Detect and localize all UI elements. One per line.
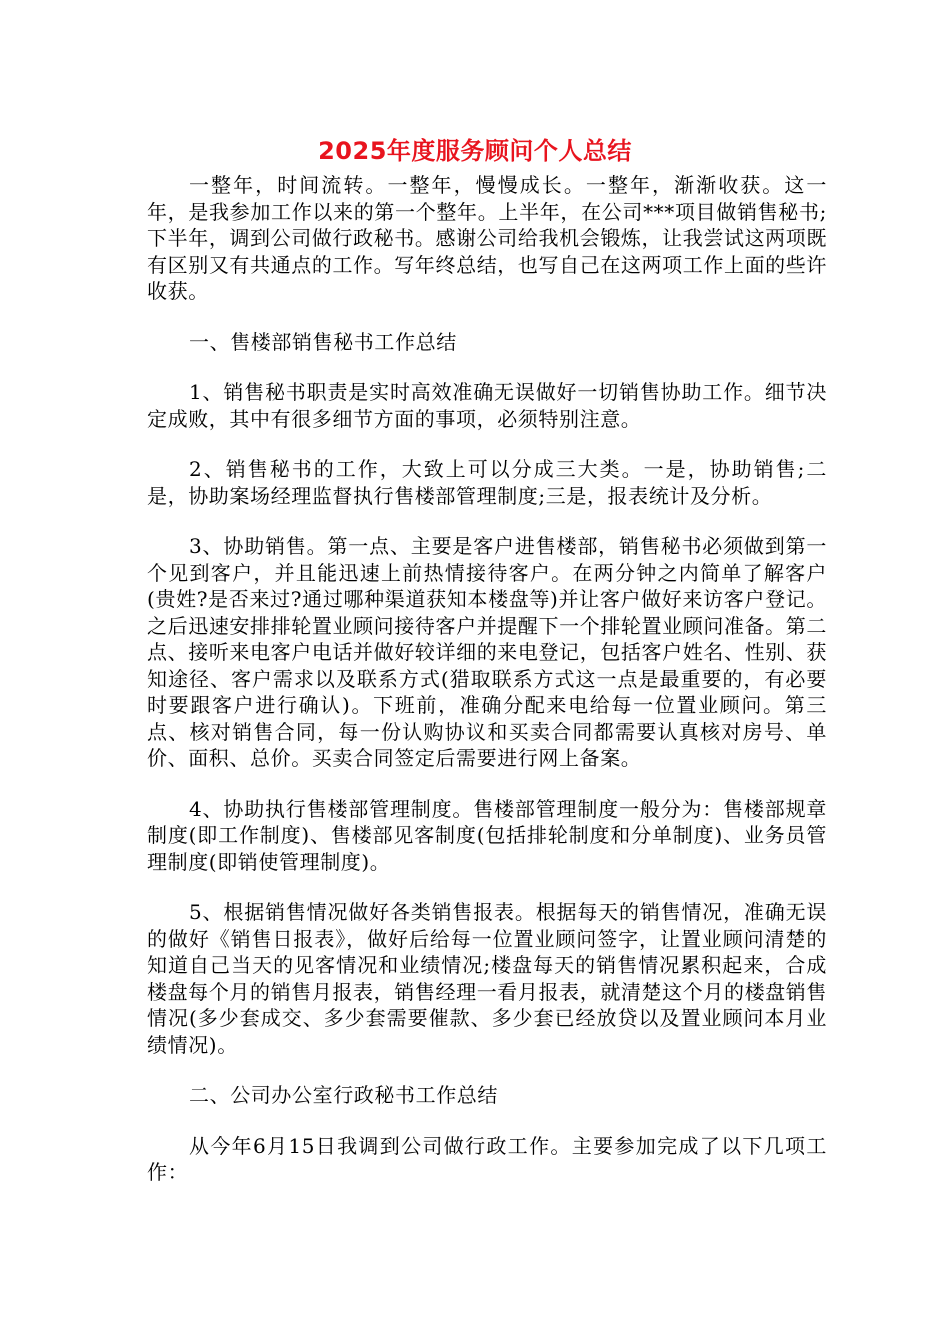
- paragraph-item-5: 5、根据销售情况做好各类销售报表。根据每天的销售情况，准确无误的做好《销售日报表》，做好后给每一位置业顾问签字，让置业顾问清楚的知道自己当天的见客情况和业绩情况;楼盘每天的销售情况累积起来，合成楼盘每个月的销售月报表，销售经理一看月报表，就清楚这个月的楼盘销售情况(多少套成交、多少套需要催款、多少套已经放贷以及置业顾问本月业绩情况)。: [147, 900, 827, 1057]
- paragraph-item-3: 3、协助销售。第一点、主要是客户进售楼部，销售秘书必须做到第一个见到客户，并且能迅速上前热情接待客户。在两分钟之内简单了解客户(贵姓?是否来过?通过哪种渠道获知本楼盘等)并让客户做好来访客户登记。之后迅速安排排轮置业顾问接待客户并提醒下一个排轮置业顾问准备。第二点、接听来电客户电话并做好较详细的来电登记，包括客户姓名、性别、获知途径、客户需求以及联系方式(猎取联系方式这一点是最重要的，有必要时要跟客户进行确认)。下班前，准确分配来电给每一位置业顾问。第三点、核对销售合同，每一份认购协议和买卖合同都需要认真核对房号、单价、面积、总价。买卖合同签定后需要进行网上备案。: [147, 534, 827, 770]
- paragraph-item-2: 2、销售秘书的工作，大致上可以分成三大类。一是，协助销售;二是，协助案场经理监督执行售楼部管理制度;三是，报表统计及分析。: [147, 457, 827, 508]
- paragraph-admin-intro: 从今年6月15日我调到公司做行政工作。主要参加完成了以下几项工作：: [147, 1133, 827, 1184]
- section-heading-admin-secretary: 二、公司办公室行政秘书工作总结: [189, 1083, 498, 1107]
- document-title: 2025年度服务顾问个人总结: [318, 137, 632, 165]
- paragraph-item-1: 1、销售秘书职责是实时高效准确无误做好一切销售协助工作。细节决定成败，其中有很多细节方面的事项，必须特别注意。: [147, 380, 827, 431]
- section-heading-sales-secretary: 一、售楼部销售秘书工作总结: [189, 329, 457, 354]
- paragraph-item-4: 4、协助执行售楼部管理制度。售楼部管理制度一般分为：售楼部规章制度(即工作制度)、售楼部见客制度(包括排轮制度和分单制度)、业务员管理制度(即销使管理制度)。: [147, 796, 827, 874]
- paragraph-intro: 一整年，时间流转。一整年，慢慢成长。一整年，渐渐收获。这一年，是我参加工作以来的第一个整年。上半年，在公司***项目做销售秘书;下半年，调到公司做行政秘书。感谢公司给我机会锻炼，让我尝试这两项既有区别又有共通点的工作。写年终总结，也写自己在这两项工作上面的些许收获。: [147, 173, 827, 303]
- document-body: [147, 172, 827, 1210]
